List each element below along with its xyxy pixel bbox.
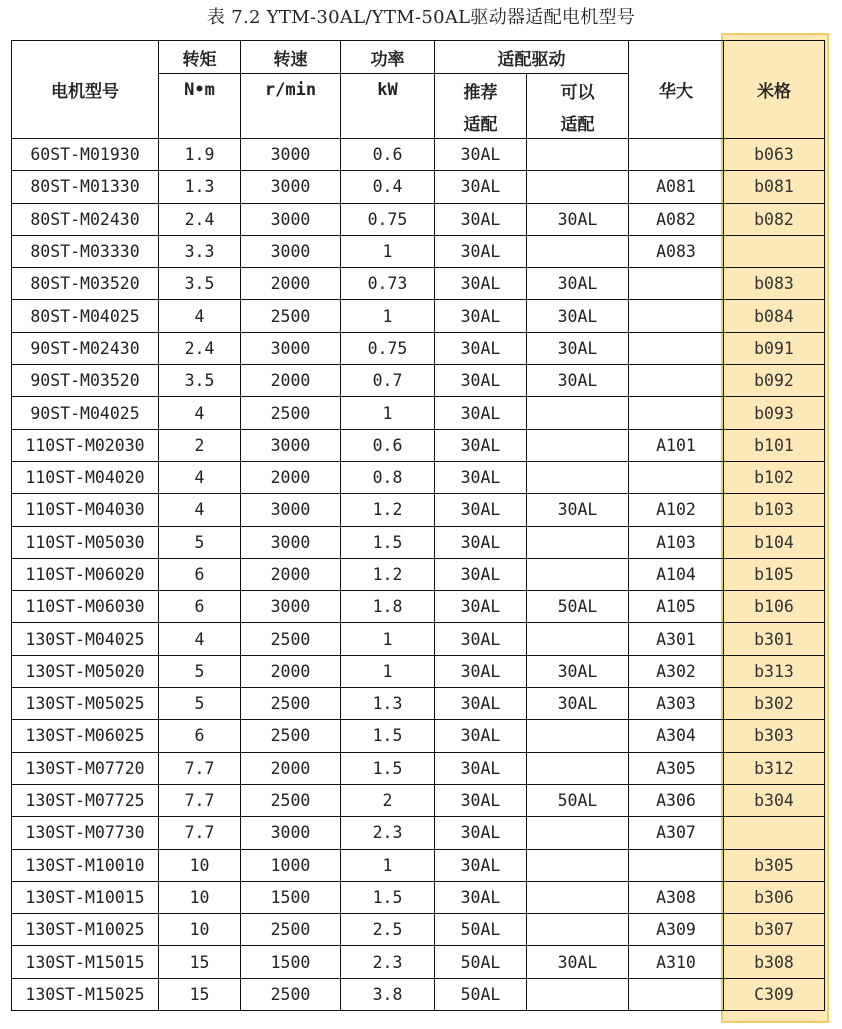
header-drive-group: 适配驱动	[435, 41, 629, 74]
cell-huada: A104	[629, 558, 724, 590]
header-torque: 转矩	[159, 41, 241, 74]
cell-huada: A308	[629, 881, 724, 913]
cell-model: 130ST-M10025	[12, 914, 159, 946]
cell-recommended: 30AL	[435, 623, 527, 655]
cell-torque: 4	[159, 623, 241, 655]
cell-torque: 1.9	[159, 139, 241, 171]
cell-possible	[527, 623, 629, 655]
table-row	[12, 429, 825, 461]
table-row	[12, 720, 825, 752]
cell-torque: 15	[159, 978, 241, 1010]
cell-speed: 2000	[241, 365, 341, 397]
cell-mige: b081	[724, 171, 825, 203]
cell-recommended: 30AL	[435, 235, 527, 267]
cell-recommended: 50AL	[435, 914, 527, 946]
table-row	[12, 558, 825, 590]
cell-mige: b101	[724, 429, 825, 461]
cell-torque: 15	[159, 946, 241, 978]
cell-model: 110ST-M05030	[12, 526, 159, 558]
cell-torque: 3.5	[159, 268, 241, 300]
cell-torque: 2.4	[159, 332, 241, 364]
cell-mige: C309	[724, 978, 825, 1010]
cell-huada: A305	[629, 752, 724, 784]
cell-possible	[527, 526, 629, 558]
cell-possible: 30AL	[527, 494, 629, 526]
table-row	[12, 300, 825, 332]
cell-speed: 3000	[241, 139, 341, 171]
cell-torque: 7.7	[159, 784, 241, 816]
cell-power: 1.5	[341, 720, 435, 752]
cell-possible: 30AL	[527, 203, 629, 235]
table-row	[12, 268, 825, 300]
cell-power: 3.8	[341, 978, 435, 1010]
cell-torque: 4	[159, 397, 241, 429]
cell-possible	[527, 461, 629, 493]
cell-recommended: 30AL	[435, 591, 527, 623]
table-row	[12, 752, 825, 784]
cell-speed: 2500	[241, 300, 341, 332]
cell-recommended: 50AL	[435, 978, 527, 1010]
cell-mige: b312	[724, 752, 825, 784]
cell-mige: b301	[724, 623, 825, 655]
cell-possible: 30AL	[527, 655, 629, 687]
cell-recommended: 30AL	[435, 268, 527, 300]
cell-model: 130ST-M10015	[12, 881, 159, 913]
cell-torque: 4	[159, 494, 241, 526]
cell-model: 130ST-M15025	[12, 978, 159, 1010]
cell-model: 130ST-M06025	[12, 720, 159, 752]
cell-model: 80ST-M03330	[12, 235, 159, 267]
cell-mige: b313	[724, 655, 825, 687]
cell-speed: 3000	[241, 429, 341, 461]
cell-torque: 2.4	[159, 203, 241, 235]
cell-power: 0.6	[341, 429, 435, 461]
cell-power: 0.75	[341, 332, 435, 364]
cell-torque: 5	[159, 655, 241, 687]
cell-recommended: 30AL	[435, 752, 527, 784]
cell-torque: 4	[159, 461, 241, 493]
cell-recommended: 30AL	[435, 655, 527, 687]
cell-power: 0.4	[341, 171, 435, 203]
cell-recommended: 30AL	[435, 688, 527, 720]
cell-mige: b303	[724, 720, 825, 752]
cell-possible	[527, 849, 629, 881]
cell-model: 80ST-M01330	[12, 171, 159, 203]
cell-model: 90ST-M03520	[12, 365, 159, 397]
cell-recommended: 30AL	[435, 784, 527, 816]
cell-possible	[527, 978, 629, 1010]
cell-mige: b084	[724, 300, 825, 332]
table-row	[12, 171, 825, 203]
cell-power: 2.5	[341, 914, 435, 946]
cell-huada	[629, 139, 724, 171]
table-row	[12, 494, 825, 526]
cell-mige	[724, 235, 825, 267]
table-row	[12, 784, 825, 816]
cell-speed: 2000	[241, 268, 341, 300]
cell-speed: 3000	[241, 591, 341, 623]
table-row	[12, 591, 825, 623]
cell-torque: 6	[159, 558, 241, 590]
cell-huada: A303	[629, 688, 724, 720]
cell-model: 80ST-M03520	[12, 268, 159, 300]
cell-torque: 2	[159, 429, 241, 461]
cell-model: 60ST-M01930	[12, 139, 159, 171]
header-speed-unit: r/min	[241, 74, 341, 139]
cell-power: 1.3	[341, 688, 435, 720]
cell-recommended: 30AL	[435, 494, 527, 526]
cell-power: 1.2	[341, 494, 435, 526]
cell-mige: b063	[724, 139, 825, 171]
cell-possible: 30AL	[527, 268, 629, 300]
cell-possible	[527, 720, 629, 752]
cell-mige: b307	[724, 914, 825, 946]
cell-mige: b104	[724, 526, 825, 558]
cell-power: 1	[341, 623, 435, 655]
cell-mige: b306	[724, 881, 825, 913]
cell-model: 130ST-M05025	[12, 688, 159, 720]
cell-model: 130ST-M07725	[12, 784, 159, 816]
cell-speed: 3000	[241, 203, 341, 235]
cell-recommended: 30AL	[435, 429, 527, 461]
table-row	[12, 365, 825, 397]
cell-power: 2	[341, 784, 435, 816]
cell-huada: A105	[629, 591, 724, 623]
cell-huada: A083	[629, 235, 724, 267]
cell-torque: 3.3	[159, 235, 241, 267]
cell-recommended: 30AL	[435, 720, 527, 752]
cell-huada	[629, 300, 724, 332]
cell-speed: 3000	[241, 817, 341, 849]
table-row	[12, 978, 825, 1010]
cell-mige: b305	[724, 849, 825, 881]
cell-recommended: 30AL	[435, 139, 527, 171]
table-row	[12, 139, 825, 171]
cell-power: 1	[341, 300, 435, 332]
cell-power: 2.3	[341, 946, 435, 978]
cell-recommended: 30AL	[435, 365, 527, 397]
cell-possible	[527, 881, 629, 913]
cell-speed: 1500	[241, 881, 341, 913]
table-row	[12, 655, 825, 687]
header-torque-unit: N•m	[159, 74, 241, 139]
cell-torque: 6	[159, 720, 241, 752]
cell-power: 1.5	[341, 526, 435, 558]
cell-possible: 30AL	[527, 946, 629, 978]
cell-mige: b093	[724, 397, 825, 429]
cell-recommended: 30AL	[435, 817, 527, 849]
cell-torque: 10	[159, 849, 241, 881]
header-power-unit: kW	[341, 74, 435, 139]
table-row	[12, 623, 825, 655]
cell-model: 80ST-M02430	[12, 203, 159, 235]
cell-power: 1	[341, 655, 435, 687]
cell-model: 110ST-M04030	[12, 494, 159, 526]
cell-speed: 2500	[241, 720, 341, 752]
cell-mige: b092	[724, 365, 825, 397]
cell-mige: b091	[724, 332, 825, 364]
cell-torque: 10	[159, 914, 241, 946]
cell-mige: b103	[724, 494, 825, 526]
cell-torque: 3.5	[159, 365, 241, 397]
cell-torque: 5	[159, 526, 241, 558]
cell-huada: A309	[629, 914, 724, 946]
table-row	[12, 817, 825, 849]
cell-huada: A301	[629, 623, 724, 655]
table-row	[12, 688, 825, 720]
header-power: 功率	[341, 41, 435, 74]
table-header	[12, 41, 825, 139]
cell-speed: 3000	[241, 526, 341, 558]
cell-recommended: 30AL	[435, 203, 527, 235]
cell-power: 0.6	[341, 139, 435, 171]
cell-model: 130ST-M07720	[12, 752, 159, 784]
header-huada: 华大	[629, 41, 724, 139]
cell-model: 110ST-M06020	[12, 558, 159, 590]
cell-huada: A103	[629, 526, 724, 558]
cell-recommended: 30AL	[435, 558, 527, 590]
cell-mige: b302	[724, 688, 825, 720]
cell-huada: A082	[629, 203, 724, 235]
cell-power: 0.73	[341, 268, 435, 300]
cell-model: 80ST-M04025	[12, 300, 159, 332]
cell-huada	[629, 978, 724, 1010]
cell-speed: 2500	[241, 397, 341, 429]
cell-speed: 3000	[241, 171, 341, 203]
cell-mige: b304	[724, 784, 825, 816]
cell-huada: A310	[629, 946, 724, 978]
cell-possible	[527, 817, 629, 849]
cell-model: 130ST-M05020	[12, 655, 159, 687]
table-row	[12, 881, 825, 913]
cell-torque: 5	[159, 688, 241, 720]
cell-power: 0.75	[341, 203, 435, 235]
cell-power: 1.8	[341, 591, 435, 623]
cell-torque: 7.7	[159, 817, 241, 849]
cell-power: 1.5	[341, 752, 435, 784]
cell-speed: 2000	[241, 655, 341, 687]
cell-model: 110ST-M06030	[12, 591, 159, 623]
cell-recommended: 30AL	[435, 881, 527, 913]
table-row	[12, 526, 825, 558]
cell-possible	[527, 558, 629, 590]
table-caption: 表 7.2 YTM-30AL/YTM-50AL驱动器适配电机型号	[206, 7, 636, 28]
cell-speed: 3000	[241, 235, 341, 267]
cell-huada	[629, 365, 724, 397]
header-speed: 转速	[241, 41, 341, 74]
cell-model: 130ST-M07730	[12, 817, 159, 849]
cell-recommended: 30AL	[435, 397, 527, 429]
cell-speed: 1500	[241, 946, 341, 978]
table-row	[12, 235, 825, 267]
cell-model: 110ST-M02030	[12, 429, 159, 461]
cell-power: 0.8	[341, 461, 435, 493]
header-mige: 米格	[724, 41, 825, 139]
cell-mige: b105	[724, 558, 825, 590]
table-row	[12, 946, 825, 978]
cell-huada: A304	[629, 720, 724, 752]
cell-huada: A306	[629, 784, 724, 816]
cell-mige	[724, 817, 825, 849]
cell-power: 2.3	[341, 817, 435, 849]
cell-speed: 2500	[241, 914, 341, 946]
cell-recommended: 30AL	[435, 849, 527, 881]
cell-power: 1	[341, 849, 435, 881]
cell-power: 1.5	[341, 881, 435, 913]
cell-power: 0.7	[341, 365, 435, 397]
cell-huada	[629, 332, 724, 364]
cell-possible	[527, 171, 629, 203]
cell-speed: 1000	[241, 849, 341, 881]
cell-possible	[527, 752, 629, 784]
cell-possible	[527, 235, 629, 267]
cell-huada	[629, 461, 724, 493]
cell-speed: 2500	[241, 978, 341, 1010]
table-body	[12, 139, 825, 1011]
cell-torque: 6	[159, 591, 241, 623]
header-recommended-line1: 推荐	[435, 74, 527, 107]
cell-recommended: 30AL	[435, 171, 527, 203]
cell-torque: 4	[159, 300, 241, 332]
cell-torque: 10	[159, 881, 241, 913]
cell-speed: 2500	[241, 623, 341, 655]
header-recommended-line2: 适配	[435, 106, 527, 139]
table-row	[12, 849, 825, 881]
cell-speed: 2500	[241, 688, 341, 720]
cell-mige: b082	[724, 203, 825, 235]
cell-torque: 1.3	[159, 171, 241, 203]
cell-speed: 2000	[241, 461, 341, 493]
table-row	[12, 332, 825, 364]
cell-possible	[527, 429, 629, 461]
cell-huada	[629, 397, 724, 429]
cell-speed: 3000	[241, 494, 341, 526]
cell-huada: A102	[629, 494, 724, 526]
cell-recommended: 30AL	[435, 526, 527, 558]
cell-torque: 7.7	[159, 752, 241, 784]
cell-speed: 2500	[241, 784, 341, 816]
cell-speed: 3000	[241, 332, 341, 364]
cell-huada: A101	[629, 429, 724, 461]
motor-compatibility-table	[11, 40, 825, 1011]
cell-possible: 30AL	[527, 300, 629, 332]
cell-possible: 30AL	[527, 332, 629, 364]
cell-possible: 50AL	[527, 784, 629, 816]
cell-recommended: 30AL	[435, 461, 527, 493]
cell-power: 1	[341, 397, 435, 429]
cell-power: 1	[341, 235, 435, 267]
cell-model: 130ST-M04025	[12, 623, 159, 655]
cell-huada: A307	[629, 817, 724, 849]
cell-huada: A081	[629, 171, 724, 203]
cell-possible	[527, 139, 629, 171]
cell-possible: 30AL	[527, 688, 629, 720]
cell-mige: b083	[724, 268, 825, 300]
header-possible-line1: 可以	[527, 74, 629, 107]
cell-possible	[527, 914, 629, 946]
cell-mige: b102	[724, 461, 825, 493]
cell-recommended: 30AL	[435, 300, 527, 332]
cell-model: 90ST-M04025	[12, 397, 159, 429]
cell-model: 110ST-M04020	[12, 461, 159, 493]
cell-huada	[629, 268, 724, 300]
cell-possible: 30AL	[527, 365, 629, 397]
table-row	[12, 397, 825, 429]
cell-model: 130ST-M10010	[12, 849, 159, 881]
cell-power: 1.2	[341, 558, 435, 590]
cell-possible: 50AL	[527, 591, 629, 623]
cell-huada: A302	[629, 655, 724, 687]
cell-speed: 2000	[241, 752, 341, 784]
header-model: 电机型号	[12, 41, 159, 139]
cell-mige: b106	[724, 591, 825, 623]
cell-possible	[527, 397, 629, 429]
cell-model: 130ST-M15015	[12, 946, 159, 978]
cell-mige: b308	[724, 946, 825, 978]
cell-recommended: 30AL	[435, 332, 527, 364]
header-possible-line2: 适配	[527, 106, 629, 139]
table-row	[12, 203, 825, 235]
cell-speed: 2000	[241, 558, 341, 590]
table-row	[12, 461, 825, 493]
table-row	[12, 914, 825, 946]
cell-model: 90ST-M02430	[12, 332, 159, 364]
cell-recommended: 50AL	[435, 946, 527, 978]
cell-huada	[629, 849, 724, 881]
